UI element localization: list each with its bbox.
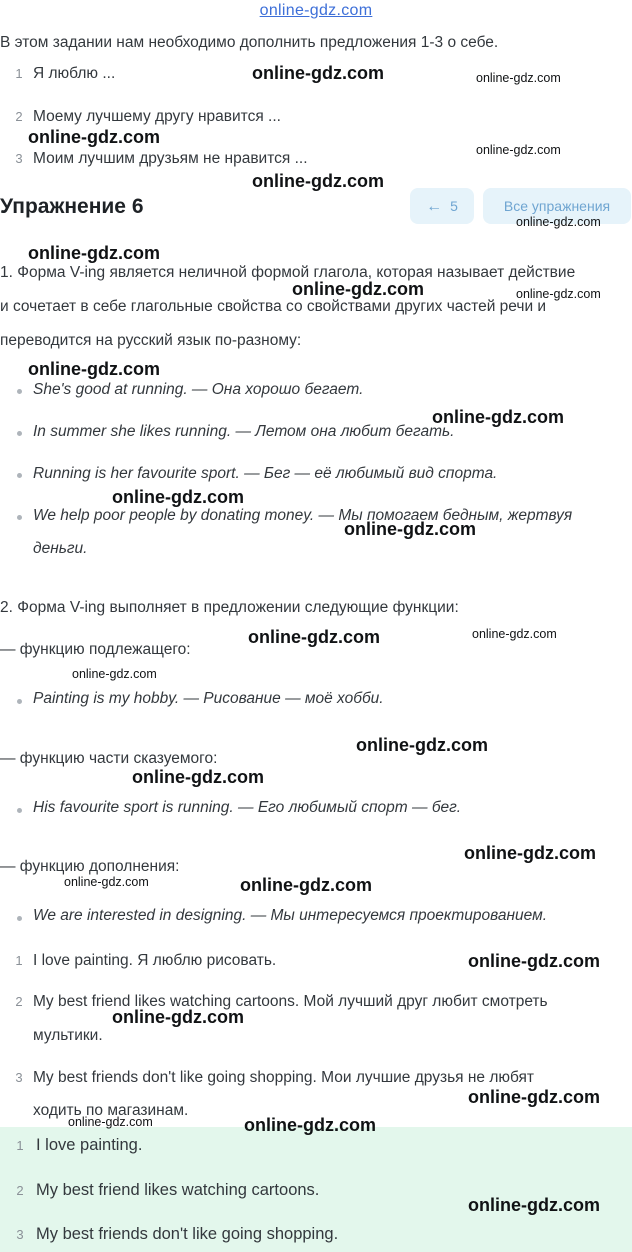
watermark: online-gdz.com: [356, 735, 488, 755]
example-item: We help poor people by donating money. — Мы помогаем бедным, жертвуя: [33, 507, 573, 524]
bullet: [17, 431, 22, 436]
exercise-title: Упражнение 6: [0, 195, 144, 218]
bullet: [17, 808, 22, 813]
example-item: In summer she likes running. — Летом она любит бегать.: [33, 423, 455, 440]
watermark: online-gdz.com: [516, 215, 601, 229]
watermark: online-gdz.com: [28, 127, 160, 147]
watermark: online-gdz.com: [476, 71, 561, 85]
bullet: [17, 699, 22, 704]
intro-item-number: 2: [15, 109, 23, 124]
watermark: online-gdz.com: [64, 875, 149, 889]
solution-item: My best friend likes watching cartoons. Мой лучший друг любит смотреть: [33, 993, 548, 1010]
bullet: [17, 389, 22, 394]
answer-item: I love painting.: [36, 1136, 143, 1154]
watermark: online-gdz.com: [112, 487, 244, 507]
solution-item-number: 2: [15, 994, 23, 1009]
watermark: online-gdz.com: [292, 279, 424, 299]
watermark: online-gdz.com: [516, 287, 601, 301]
intro-item-number: 1: [15, 66, 23, 81]
watermark: online-gdz.com: [112, 1007, 244, 1027]
solution-item-number: 1: [15, 953, 23, 968]
site-logo[interactable]: online-gdz.com: [259, 2, 373, 19]
watermark: online-gdz.com: [468, 1195, 600, 1215]
theory-line: и сочетает в себе глагольные свойства со свойствами других частей речи и: [0, 298, 547, 315]
watermark: online-gdz.com: [344, 519, 476, 539]
theory-line: 2. Форма V-ing выполняет в предложении следующие функции:: [0, 599, 459, 616]
watermark: online-gdz.com: [68, 1115, 153, 1129]
prev-exercise-button[interactable]: [410, 188, 474, 224]
example-item: We are interested in designing. — Мы интересуемся проектированием.: [33, 907, 547, 924]
bullet: [17, 916, 22, 921]
example-item: Painting is my hobby. — Рисование — моё хобби.: [33, 690, 384, 707]
watermark: online-gdz.com: [472, 627, 557, 641]
watermark: online-gdz.com: [464, 843, 596, 863]
example-item: Running is her favourite sport. — Бег — её любимый вид спорта.: [33, 465, 498, 482]
watermark: online-gdz.com: [468, 951, 600, 971]
intro-item: Моим лучшим друзьям не нравится ...: [33, 150, 308, 167]
answer-item-number: 3: [16, 1227, 24, 1242]
intro-item: Моему лучшему другу нравится ...: [33, 108, 281, 125]
watermark: online-gdz.com: [252, 171, 384, 191]
bullet: [17, 473, 22, 478]
solution-item-continued: ходить по магазинам.: [33, 1102, 189, 1119]
watermark: online-gdz.com: [28, 243, 160, 263]
watermark: online-gdz.com: [432, 407, 564, 427]
watermark: online-gdz.com: [244, 1115, 376, 1135]
watermark: online-gdz.com: [28, 359, 160, 379]
solution-item-continued: мультики.: [33, 1027, 103, 1044]
function-label: — функцию дополнения:: [0, 858, 180, 875]
site-header: [0, 0, 632, 24]
theory-line: переводится на русский язык по-разному:: [0, 332, 302, 349]
answer-item-number: 1: [16, 1138, 24, 1153]
watermark: online-gdz.com: [252, 63, 384, 83]
example-item: She's good at running. — Она хорошо бегает.: [33, 381, 364, 398]
bullet: [17, 515, 22, 520]
arrow-left-icon: ←: [426, 198, 443, 215]
watermark: online-gdz.com: [132, 767, 264, 787]
answer-item: My best friend likes watching cartoons.: [36, 1181, 320, 1199]
theory-line: 1. Форма V-ing является неличной формой глагола, которая называет действие: [0, 264, 576, 281]
intro-item-number: 3: [15, 151, 23, 166]
watermark: online-gdz.com: [72, 667, 157, 681]
answer-item: My best friends don't like going shopping.: [36, 1225, 339, 1243]
function-label: — функцию подлежащего:: [0, 641, 191, 658]
solution-item: I love painting. Я люблю рисовать.: [33, 952, 277, 969]
solution-item: My best friends don't like going shopping. Мои лучшие друзья не любят: [33, 1069, 535, 1086]
answer-item-number: 2: [16, 1183, 24, 1198]
example-item-continued: деньги.: [33, 540, 88, 557]
function-label: — функцию части сказуемого:: [0, 750, 218, 767]
watermark: online-gdz.com: [476, 143, 561, 157]
watermark: online-gdz.com: [468, 1087, 600, 1107]
intro-item: Я люблю ...: [33, 65, 116, 82]
prev-exercise-label: 5: [450, 198, 458, 214]
example-item: His favourite sport is running. — Его любимый спорт — бег.: [33, 799, 462, 816]
all-exercises-button[interactable]: Все упражнения: [483, 188, 631, 224]
watermark: online-gdz.com: [240, 875, 372, 895]
solution-item-number: 3: [15, 1070, 23, 1085]
intro-text: В этом задании нам необходимо дополнить предложения 1-3 о себе.: [0, 34, 499, 51]
watermark: online-gdz.com: [248, 627, 380, 647]
